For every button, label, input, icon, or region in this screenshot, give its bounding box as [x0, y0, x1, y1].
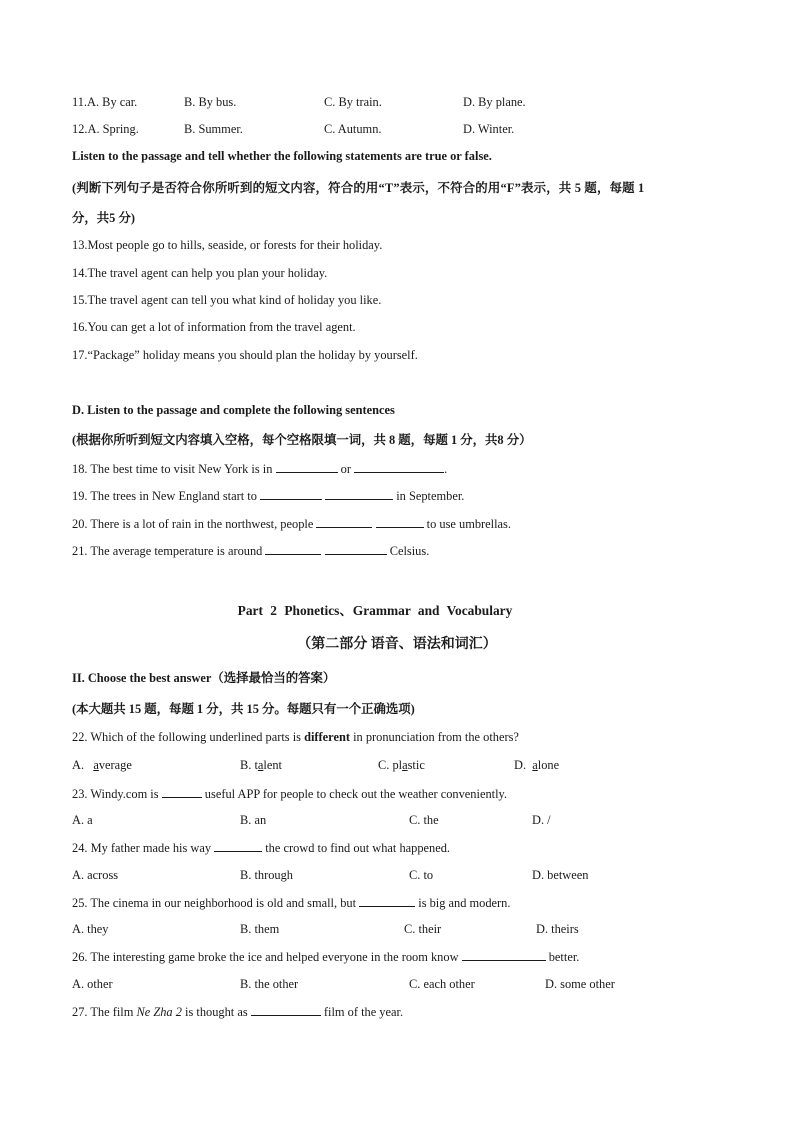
- answer-blank[interactable]: [316, 516, 372, 528]
- q26-option-a: A. other: [72, 977, 113, 991]
- q26-option-c: C. each other: [409, 977, 475, 991]
- section-d-instruction: (根据你所听到短文内容填入空格，每个空格限填一词，共 8 题，每题 1 分，共8 分）: [72, 433, 532, 447]
- tf-instruction-cn-cont: 分，共5 分): [72, 211, 135, 225]
- q24-option-a: A. across: [72, 868, 119, 882]
- q22-option-d: D. alone: [514, 758, 560, 772]
- question-23: 23. Windy.com is useful APP for people to check out the weather conveniently.: [72, 787, 508, 801]
- q12-option-c: C. Autumn.: [324, 122, 382, 136]
- question-26: 26. The interesting game broke the ice and helped everyone in the room know better.: [72, 950, 580, 964]
- part2-subtitle: （第二部分 语音、语法和词汇）: [297, 637, 497, 652]
- q26-option-d: D. some other: [545, 977, 615, 991]
- answer-blank[interactable]: [265, 543, 321, 555]
- answer-blank[interactable]: [354, 461, 444, 473]
- answer-blank[interactable]: [325, 543, 387, 555]
- answer-blank[interactable]: [162, 786, 202, 798]
- answer-blank[interactable]: [214, 840, 262, 852]
- q11-option-c: C. By train.: [324, 95, 382, 109]
- q12-option-d: D. Winter.: [463, 122, 515, 136]
- q24-option-b: B. through: [240, 868, 294, 882]
- question-24: 24. My father made his way the crowd to find out what happened.: [72, 841, 451, 855]
- answer-blank[interactable]: [260, 488, 322, 500]
- statement-17: 17.“Package” holiday means you should plan the holiday by yourself.: [72, 348, 418, 362]
- question-27: 27. The film Ne Zha 2 is thought as film of the year.: [72, 1005, 404, 1019]
- q11-option-d: D. By plane.: [463, 95, 526, 109]
- tf-instruction-cn: (判断下列句子是否符合你所听到的短文内容，符合的用“T”表示，不符合的用“F”表示，共 5 题，每题 1: [72, 181, 645, 195]
- answer-blank[interactable]: [251, 1004, 321, 1016]
- q24-option-d: D. between: [532, 868, 589, 882]
- q11-option-b: B. By bus.: [184, 95, 237, 109]
- section-ii-heading: II. Choose the best answer（选择最恰当的答案）: [72, 671, 336, 685]
- q22-option-a: A. average: [72, 758, 132, 772]
- q11-option-a: 11.A. By car.: [72, 95, 138, 109]
- q23-option-c: C. the: [409, 813, 439, 827]
- q22-option-b: B. talent: [240, 758, 282, 772]
- answer-blank[interactable]: [359, 895, 415, 907]
- section-ii-instruction: (本大题共 15 题，每题 1 分，共 15 分。每题只有一个正确选项): [72, 702, 415, 716]
- answer-blank[interactable]: [462, 949, 546, 961]
- answer-blank[interactable]: [376, 516, 424, 528]
- q26-option-b: B. the other: [240, 977, 299, 991]
- question-19: 19. The trees in New England start to in September.: [72, 489, 465, 503]
- part2-title: Part 2 Phonetics、Grammar and Vocabulary: [237, 603, 513, 618]
- answer-blank[interactable]: [276, 461, 338, 473]
- q25-option-b: B. them: [240, 922, 280, 936]
- q12-option-a: 12.A. Spring.: [72, 122, 139, 136]
- q23-option-b: B. an: [240, 813, 267, 827]
- statement-13: 13.Most people go to hills, seaside, or forests for their holiday.: [72, 238, 383, 252]
- answer-blank[interactable]: [325, 488, 393, 500]
- q22-option-c: C. plastic: [378, 758, 425, 772]
- statement-14: 14.The travel agent can help you plan your holiday.: [72, 266, 328, 280]
- statement-15: 15.The travel agent can tell you what kind of holiday you like.: [72, 293, 382, 307]
- q12-option-b: B. Summer.: [184, 122, 243, 136]
- question-22: 22. Which of the following underlined parts is different in pronunciation from the others?: [72, 730, 519, 744]
- question-18: 18. The best time to visit New York is in or .: [72, 462, 448, 476]
- q25-option-d: D. theirs: [536, 922, 579, 936]
- section-d-heading: D. Listen to the passage and complete the following sentences: [72, 403, 395, 417]
- q23-option-d: D. /: [532, 813, 551, 827]
- q25-option-c: C. their: [404, 922, 442, 936]
- question-21: 21. The average temperature is around Celsius.: [72, 544, 430, 558]
- q24-option-c: C. to: [409, 868, 434, 882]
- statement-16: 16.You can get a lot of information from the travel agent.: [72, 320, 356, 334]
- q25-option-a: A. they: [72, 922, 109, 936]
- question-20: 20. There is a lot of rain in the northwest, people to use umbrellas.: [72, 517, 511, 531]
- question-25: 25. The cinema in our neighborhood is old and small, but is big and modern.: [72, 896, 511, 910]
- tf-instruction-en: Listen to the passage and tell whether the following statements are true or false.: [72, 149, 492, 163]
- q23-option-a: A. a: [72, 813, 93, 827]
